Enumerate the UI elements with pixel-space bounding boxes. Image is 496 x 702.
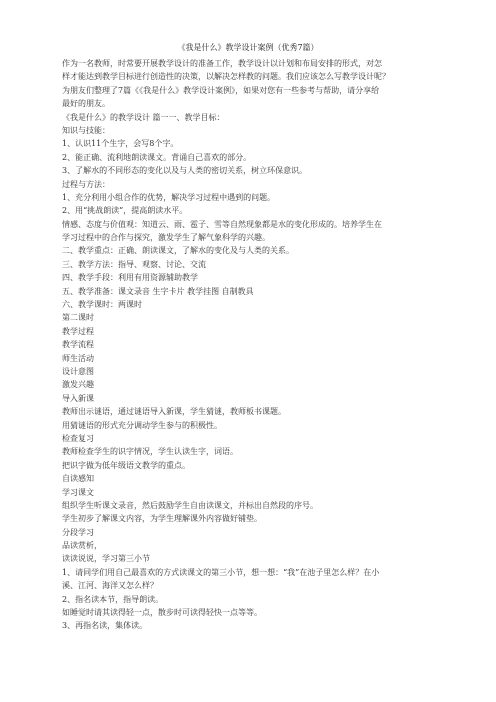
body-line: 四、教学手段：利用有用资源辅助教学 <box>62 273 198 283</box>
body-line: 教学流程 <box>62 340 94 350</box>
body-line: 六、教学课时：两课时 <box>62 300 142 310</box>
body-line: 自读感知 <box>62 474 94 484</box>
body-line: 导入新课 <box>62 393 94 403</box>
body-line: 学生初步了解课文内容，为学生理解课外内容做好铺垫。 <box>62 514 262 524</box>
body-line: 激发兴趣 <box>62 380 94 390</box>
body-line: 作为一名教师，时常要开展教学设计的准备工作，教学设计以计划和布局安排的形式，对怎 <box>62 59 382 68</box>
body-line: 3、了解水的不同形态的变化以及与人类的密切关系，树立环保意识。 <box>62 166 308 176</box>
body-line: 组织学生听课文录音，然后鼓励学生自由读课文，并标出自然段的序号。 <box>62 500 318 510</box>
body-line: 3、再指名读，集体读。 <box>62 621 148 631</box>
body-line: 2、用“挑战朗读”，提高朗读水平。 <box>62 206 188 216</box>
body-line: 师生活动 <box>62 353 94 363</box>
body-line: 情感、态度与价值观：知道云、雨、雹子、雪等自然现象都是水的变化形成的。培养学生在 <box>62 219 382 229</box>
body-line: 读读说说，学习第三小节 <box>62 554 150 564</box>
body-line: 1、充分利用小组合作的优势，解决学习过程中遇到的问题。 <box>62 192 276 202</box>
body-line: 样才能达到教学目标进行创造性的决策，以解决怎样教的问题。我们应该怎么写教学设计呢？ <box>62 72 390 82</box>
body-line: 用猜谜语的形式充分调动学生参与的积极性。 <box>62 420 222 430</box>
body-line: 教师检查学生的识字情况，学生认读生字，词语。 <box>62 447 238 457</box>
body-line: 检查复习 <box>62 433 94 443</box>
body-line: 分段学习 <box>62 527 94 537</box>
body-line: 知识与技能： <box>62 125 110 135</box>
body-line: 学习课文 <box>62 487 94 497</box>
body-line: 2、能正确、流利地朗读课文。背诵自己喜欢的部分。 <box>62 152 252 162</box>
body-line: 第二课时 <box>62 313 94 323</box>
body-line: 教师出示谜语，通过谜语导入新课，学生猜谜，教师板书课题。 <box>62 407 286 417</box>
body-line: 品读赏析， <box>62 541 102 551</box>
document-body <box>62 57 442 633</box>
body-line: 溪、江河、海洋又怎么样？ <box>62 581 158 591</box>
body-line: 1、认识11个生字，会写8个字。 <box>62 139 179 149</box>
body-line: 教学过程 <box>62 326 94 336</box>
body-line: 为朋友们整理了7篇《《我是什么》教学设计案例》，如果对您有一些参考与帮助，请分享给 <box>62 85 380 95</box>
body-line: 过程与方法： <box>62 179 110 189</box>
body-line: 二、教学重点：正确、朗读课文，了解水的变化及与人类的关系。 <box>62 246 294 256</box>
body-line: 把识字做为低年级语文教学的重点。 <box>62 460 190 470</box>
document-title: 《我是什么》教学设计案例（优秀7篇） <box>177 43 319 52</box>
body-line: 《我是什么》的教学设计 篇一一、教学目标： <box>62 112 225 122</box>
body-line: 三、教学方法：指导、观察、讨论、交流 <box>62 259 206 269</box>
body-line: 2、指名读本节，指导朗读。 <box>62 594 164 604</box>
body-line: 1、请同学们用自己最喜欢的方式读课文的第三小节，想一想：“我”在池子里怎么样？在小 <box>62 567 380 577</box>
body-line: 设计意图 <box>62 366 94 376</box>
body-line: 学习过程中的合作与探究，激发学生了解气象科学的兴趣。 <box>62 233 270 243</box>
body-line: 如睡觉时请其读得轻一点，散步时可读得轻快一点等等。 <box>62 608 262 618</box>
body-line: 五、教学准备：课文录音 生字卡片 教学挂图 自制教具 <box>62 286 254 296</box>
body-line: 最好的朋友。 <box>62 99 110 109</box>
